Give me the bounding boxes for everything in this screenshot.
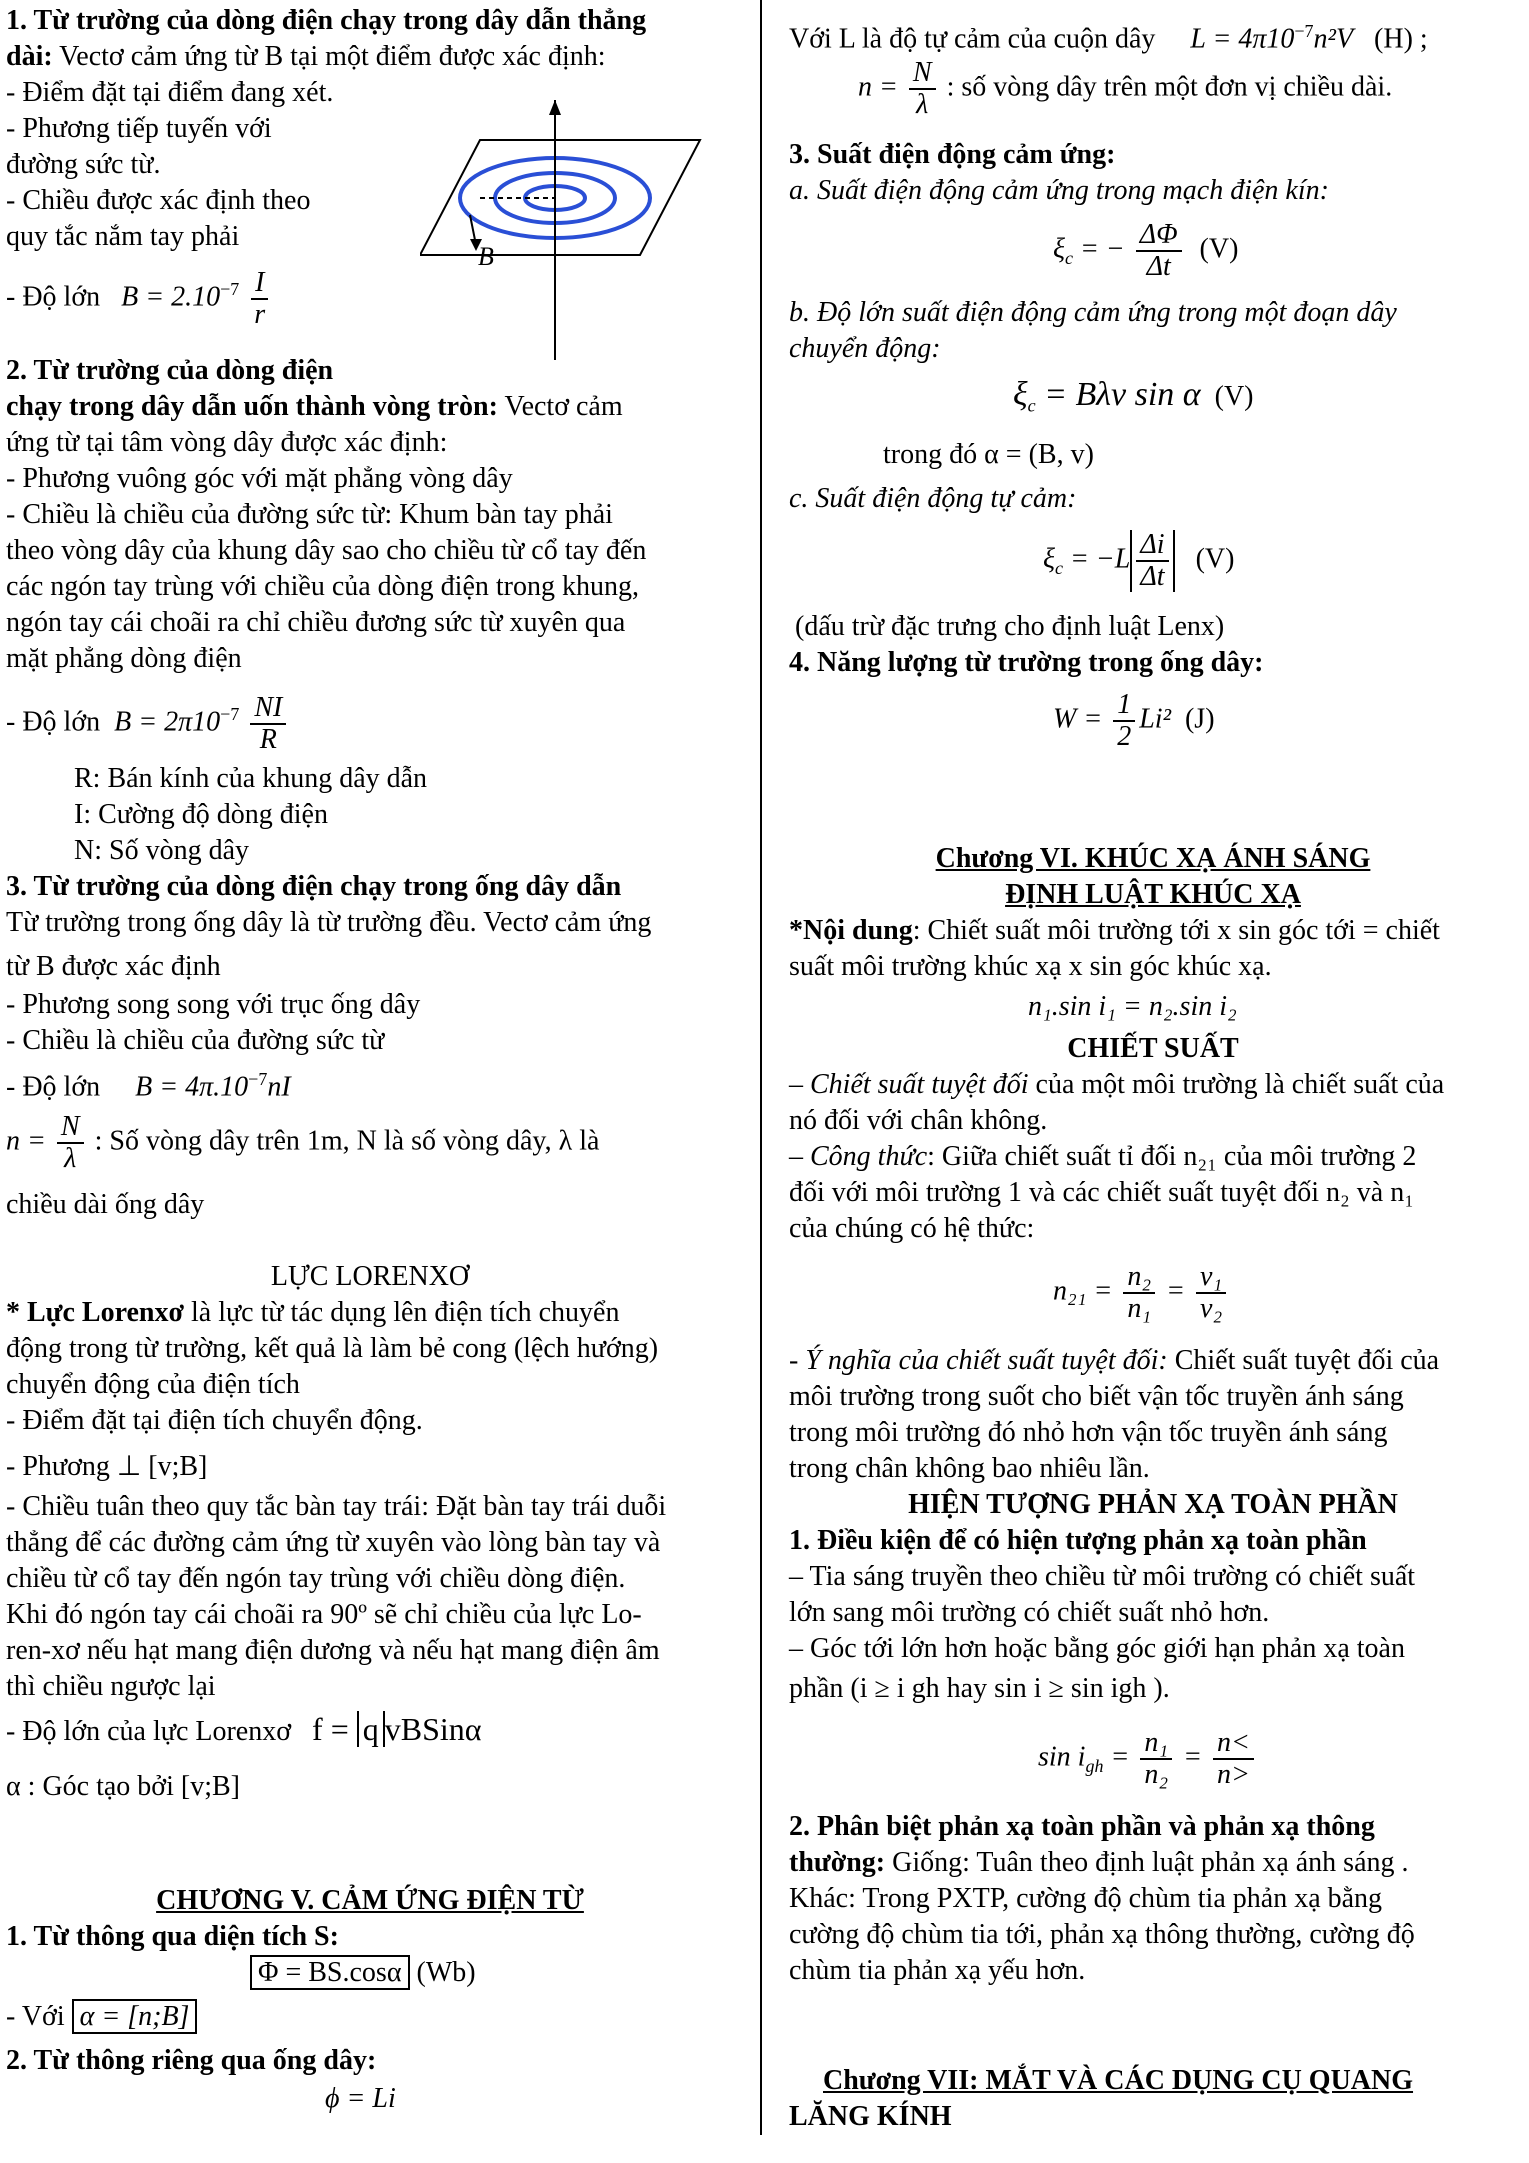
- s3-l1: Từ trường trong ống dây là từ trường đều. Vectơ cảm ứng: [6, 907, 652, 938]
- ch5-with: - Với α = [n;B]: [6, 2000, 197, 2034]
- s2-l3: - Chiều là chiều của đường sức từ: Khum bàn tay phải: [6, 499, 613, 530]
- emf-b-1: b. Độ lớn suất điện động cảm ứng trong một đoạn dây: [789, 297, 1397, 328]
- chapter6-title: Chương VI. KHÚC XẠ ÁNH SÁNG: [935, 843, 1371, 874]
- s3-magnitude: - Độ lớn $B = 4\pi.10^{-7}nI$: [6, 1069, 291, 1103]
- magnetic-field-figure: [420, 95, 720, 365]
- s1-intro: dài: Vectơ cảm ứng từ B tại một điểm được xác định:: [6, 41, 606, 72]
- emf-a: a. Suất điện động cảm ứng trong mạch điện kín:: [789, 175, 1329, 206]
- s3-l3: - Phương song song với trục ống dây: [6, 989, 421, 1020]
- index-title: CHIẾT SUẤT: [1067, 1033, 1239, 1064]
- tir-l2: lớn sang môi trường có chiết suất nhỏ hơn.: [789, 1597, 1270, 1628]
- s1-b2b: đường sức từ.: [6, 149, 161, 180]
- s3-title: 3. Từ trường của dòng điện chạy trong ống dây dẫn: [6, 871, 622, 902]
- energy-title: 4. Năng lượng từ trường trong ống dây:: [789, 647, 1264, 678]
- snell-law: n₁.sin i₁ = n₂.sin i₂: [1028, 991, 1237, 1022]
- emf-title: 3. Suất điện động cảm ứng:: [789, 139, 1116, 170]
- emf-b-where: trong đó α = (B, v): [883, 439, 1094, 470]
- energy-formula: W = $\frac{1}{2}$ Li² (J): [1053, 689, 1215, 752]
- lorentz-l10: ren-xơ nếu hạt mang điện dương và nếu hạt mang điện âm: [6, 1635, 660, 1666]
- emf-c: c. Suất điện động tự cảm:: [789, 483, 1077, 514]
- tir-title: HIỆN TƯỢNG PHẢN XẠ TOÀN PHẦN: [908, 1489, 1398, 1520]
- tir-s1: 1. Điều kiện để có hiện tượng phản xạ toàn phần: [789, 1525, 1367, 1556]
- meaning-l4: trong chân không bao nhiêu lần.: [789, 1453, 1150, 1484]
- s2-r: R: Bán kính của khung dây dẫn: [74, 763, 428, 794]
- lorentz-alpha: α : Góc tạo bởi [v;B]: [6, 1771, 240, 1802]
- s1-title: 1. Từ trường của dòng điện chạy trong dây dẫn thẳng: [6, 5, 647, 36]
- lorentz-l2: động trong từ trường, kết quả là làm bẻ cong (lệch hướng): [6, 1333, 659, 1364]
- turns-density: n = $\frac{N}{\lambda}$ : số vòng dây trên một đơn vị chiều dài.: [858, 57, 1393, 120]
- emf-a-formula: $\xi_c$ = − $\frac{\Delta\Phi}{\Delta t}$ (V): [1053, 219, 1239, 282]
- b-vector-label: B: [478, 242, 494, 271]
- tir-l3: – Góc tới lớn hơn hoặc bằng góc giới hạn phản xạ toàn: [789, 1633, 1405, 1664]
- lorentz-l1: * Lực Lorenxơ là lực từ tác dụng lên điện tích chuyển: [6, 1297, 620, 1328]
- s1-b3a: - Chiều được xác định theo: [6, 185, 311, 216]
- tir-s2-l3: cường độ chùm tia tới, phản xạ thông thường, cường độ: [789, 1919, 1415, 1950]
- tir-s2-title: 2. Phân biệt phản xạ toàn phần và phản xạ thông: [789, 1811, 1375, 1842]
- s1-b2a: - Phương tiếp tuyến với: [6, 113, 272, 144]
- s2-magnitude: - Độ lớn $B = 2\pi 10^{-7}$ $\frac{NI}{R}$: [6, 693, 290, 755]
- tir-s2-l1: thường: Giống: Tuân theo định luật phản xạ ánh sáng .: [789, 1847, 1409, 1878]
- refraction-law-title: ĐỊNH LUẬT KHÚC XẠ: [1005, 879, 1301, 910]
- lorentz-l5: - Phương ⊥ [v;B]: [6, 1451, 208, 1482]
- s3-n-def: n = $\frac{N}{\lambda}$ : Số vòng dây trên 1m, N là số vòng dây, λ là: [6, 1111, 600, 1174]
- lorentz-l6: - Chiều tuân theo quy tắc bàn tay trái: Đặt bàn tay trái duỗi: [6, 1491, 667, 1522]
- ch5-flux-formula: Φ = BS.cosα (Wb): [250, 1956, 476, 1990]
- lorentz-l3: chuyển động của điện tích: [6, 1369, 300, 1400]
- s1-b3b: quy tắc nắm tay phải: [6, 221, 240, 252]
- prism-title: LĂNG KÍNH: [789, 2101, 952, 2132]
- tir-l4: phần (i ≥ i gh hay sin i ≥ sin igh ).: [789, 1673, 1170, 1704]
- emf-b-formula: $\xi_c = B\lambda v$ sin α (V): [1013, 376, 1254, 416]
- index-l4: đối với môi trường 1 và các chiết suất tuyệt đối n₂ và n₁: [789, 1177, 1414, 1208]
- meaning-l1: - Ý nghĩa của chiết suất tuyệt đối: Chiết suất tuyệt đối của: [789, 1345, 1440, 1376]
- meaning-l3: trong môi trường đó nhỏ hơn vận tốc truyền ánh sáng: [789, 1417, 1388, 1448]
- tir-s2-l4: chùm tia phản xạ yếu hơn.: [789, 1955, 1086, 1986]
- s3-l4: - Chiều là chiều của đường sức từ: [6, 1025, 385, 1056]
- s2-title: 2. Từ trường của dòng điện: [6, 355, 334, 386]
- ch5-s1: 1. Từ thông qua diện tích S:: [6, 1921, 339, 1952]
- chapter7-title: Chương VII: MẮT VÀ CÁC DỤNG CỤ QUANG: [823, 2065, 1414, 2096]
- s2-l4: theo vòng dây của khung dây sao cho chiều từ cổ tay đến: [6, 535, 647, 566]
- s2-l7: mặt phẳng dòng điện: [6, 643, 242, 674]
- inductance-line: Với L là độ tự cảm của cuộn dây $L = 4\pi 10^{-7}n^2V$ (H) ;: [789, 21, 1428, 55]
- s1-b1: - Điểm đặt tại điểm đang xét.: [6, 77, 334, 108]
- critical-angle-formula: $\sin i_{gh}$ = $\frac{\text{n₁}}{\text{n₂}}$ = $\frac{n<}{n>}$: [1038, 1728, 1258, 1790]
- lorentz-l9: Khi đó ngón tay cái choãi ra 90º sẽ chỉ chiều của lực Lo-: [6, 1599, 642, 1630]
- index-l3: – Công thức: Giữa chiết suất tỉ đối n₂₁ của môi trường 2: [789, 1141, 1417, 1172]
- tir-l1: – Tia sáng truyền theo chiều từ môi trường có chiết suất: [789, 1561, 1416, 1592]
- lorentz-l7: thẳng để các đường cảm ứng từ xuyên vào lòng bàn tay và: [6, 1527, 661, 1558]
- column-divider: [760, 0, 762, 2135]
- chapter5-title: CHƯƠNG V. CẢM ỨNG ĐIỆN TỪ: [156, 1885, 584, 1916]
- s2-i: I: Cường độ dòng điện: [74, 799, 328, 830]
- emf-b-2: chuyển động:: [789, 333, 941, 364]
- ch5-s2: 2. Từ thông riêng qua ống dây:: [6, 2045, 377, 2076]
- s1-magnitude: - Độ lớn $B = 2.10^{-7}$ $\frac{I}{r}$: [6, 268, 273, 330]
- lorentz-magnitude: - Độ lớn của lực Lorenxơ f = q vBSinα: [6, 1711, 482, 1747]
- lorentz-l11: thì chiều ngược lại: [6, 1671, 216, 1702]
- index-l5: của chúng có hệ thức:: [789, 1213, 1035, 1244]
- lorentz-l4: - Điểm đặt tại điện tích chuyển động.: [6, 1405, 423, 1436]
- lenz-note: (dấu trừ đặc trưng cho định luật Lenx): [795, 611, 1225, 642]
- emf-c-formula: $\xi_c = -L$ $\frac{\Delta i}{\Delta t}$ (V): [1043, 529, 1235, 592]
- lorentz-l8: chiều từ cổ tay đến ngón tay trùng với chiều dòng điện.: [6, 1563, 626, 1594]
- index-l1: – Chiết suất tuyệt đối của một môi trường là chiết suất của: [789, 1069, 1445, 1100]
- s2-n: N: Số vòng dây: [74, 835, 249, 866]
- ch5-self-flux: ϕ = Li: [325, 2083, 396, 2114]
- s2-l6: ngón tay cái choãi ra chỉ chiều đương sức từ xuyên qua: [6, 607, 626, 638]
- lorentz-title: LỰC LORENXƠ: [270, 1261, 470, 1292]
- meaning-l2: môi trường trong suốt cho biết vận tốc truyền ánh sáng: [789, 1381, 1404, 1412]
- refraction-content-2: suất môi trường khúc xạ x sin góc khúc xạ.: [789, 951, 1272, 982]
- s3-n-def-2: chiều dài ống dây: [6, 1189, 205, 1220]
- s2-title-line2: chạy trong dây dẫn uốn thành vòng tròn: Vectơ cảm: [6, 391, 623, 422]
- s2-l5: các ngón tay trùng với chiều của dòng điện trong khung,: [6, 571, 639, 602]
- s2-l2: - Phương vuông góc với mặt phẳng vòng dây: [6, 463, 513, 494]
- relative-index-formula: n₂₁ = $\frac{\text{n₂}}{\text{n₁}}$ = $\frac{\text{v₁}}{\text{v₂}}$: [1053, 1262, 1230, 1324]
- index-l2: nó đối với chân không.: [789, 1105, 1048, 1136]
- s3-l2: từ B được xác định: [6, 951, 221, 982]
- tir-s2-l2: Khác: Trong PXTP, cường độ chùm tia phản xạ bằng: [789, 1883, 1383, 1914]
- refraction-content: *Nội dung: Chiết suất môi trường tới x sin góc tới = chiết: [789, 915, 1440, 946]
- s2-l1: ứng từ tại tâm vòng dây được xác định:: [6, 427, 448, 458]
